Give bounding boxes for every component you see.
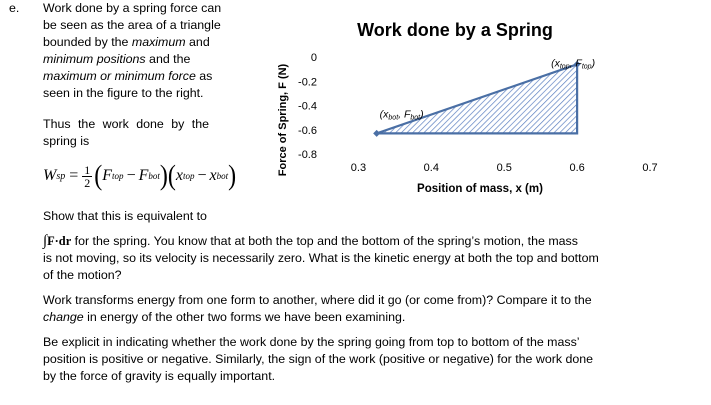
intro-paragraph	[43, 0, 248, 102]
question-3-line-2: position is positive or negative. Similarly, the sign of the work (positive or negative) for the work done	[43, 352, 594, 366]
y-tick-label: -0.2	[298, 76, 317, 89]
formula-w: W	[43, 167, 57, 184]
y-tick-label: -0.4	[298, 100, 317, 113]
annotation-top-point: (xtop, Ftop)	[551, 57, 596, 71]
question-1-line-2: is not moving, so its velocity is necessarily zero. What is the kinetic energy at both the top and bottom	[43, 251, 599, 265]
y-axis-label: Force of Spring, F (N)	[277, 63, 289, 177]
question-1: ∫F·dr for the spring. You know that at both the top and the bottom of the spring’s motion, the mass	[43, 233, 578, 249]
integral-expression: F·dr	[47, 234, 72, 248]
intro-line-1: Work done by a spring force can	[43, 1, 222, 15]
show-line: Show that this is equivalent to	[43, 209, 207, 223]
work-formula: W sp = $\frac{1}{2}$ ( F top − F bot ) ( x top − x bot )	[43, 159, 237, 191]
formula-w-sub: sp	[56, 170, 66, 182]
intro-line-3: bounded by the maximum and	[43, 35, 210, 49]
intro-line-4: minimum positions and the	[43, 52, 191, 66]
integral-sign: ∫	[43, 233, 48, 249]
x-tick-label: 0.4	[423, 162, 439, 174]
y-tick-label: -0.6	[298, 124, 317, 137]
question-1-line-3: of the motion?	[43, 268, 122, 282]
thus-paragraph	[43, 116, 209, 150]
y-tick-label: 0	[310, 52, 317, 64]
questions-section	[43, 208, 599, 385]
spring-work-chart	[260, 2, 675, 202]
x-tick-label: 0.3	[350, 162, 367, 174]
x-tick-label: 0.5	[496, 162, 512, 174]
intro-line-6: seen in the figure to the right.	[43, 86, 204, 100]
chart-title: Work done by a Spring	[357, 20, 553, 40]
question-3-line-1: Be explicit in indicating whether the work done by the spring going from top to bottom of the mass’	[43, 335, 580, 349]
thus-line-1: Thus the work done by the	[43, 117, 210, 131]
intro-line-5: maximum or minimum force as	[43, 69, 213, 83]
x-tick-label: 0.7	[642, 162, 658, 174]
question-2-line-2: change in energy of the other two forms we have been examining.	[43, 310, 406, 324]
x-axis-label: Position of mass, x (m)	[417, 183, 543, 195]
data-point-marker	[373, 130, 380, 137]
question-2-line-1: Work transforms energy from one form to another, where did it go (or come from)? Compare it to the	[43, 293, 592, 307]
thus-line-2: spring is	[43, 134, 90, 148]
intro-line-2: be seen as the area of a triangle	[43, 18, 221, 32]
formula-equals: =	[69, 167, 79, 184]
item-label: e.	[9, 1, 20, 15]
annotation-bottom-point: (xbot, Fbot)	[379, 108, 424, 122]
formula-half: $\frac{1}{2}$	[84, 162, 91, 190]
x-tick-label: 0.6	[569, 162, 585, 174]
y-tick-label: -0.8	[298, 149, 317, 161]
question-3-line-3: by the force of gravity is equally important.	[43, 369, 276, 383]
